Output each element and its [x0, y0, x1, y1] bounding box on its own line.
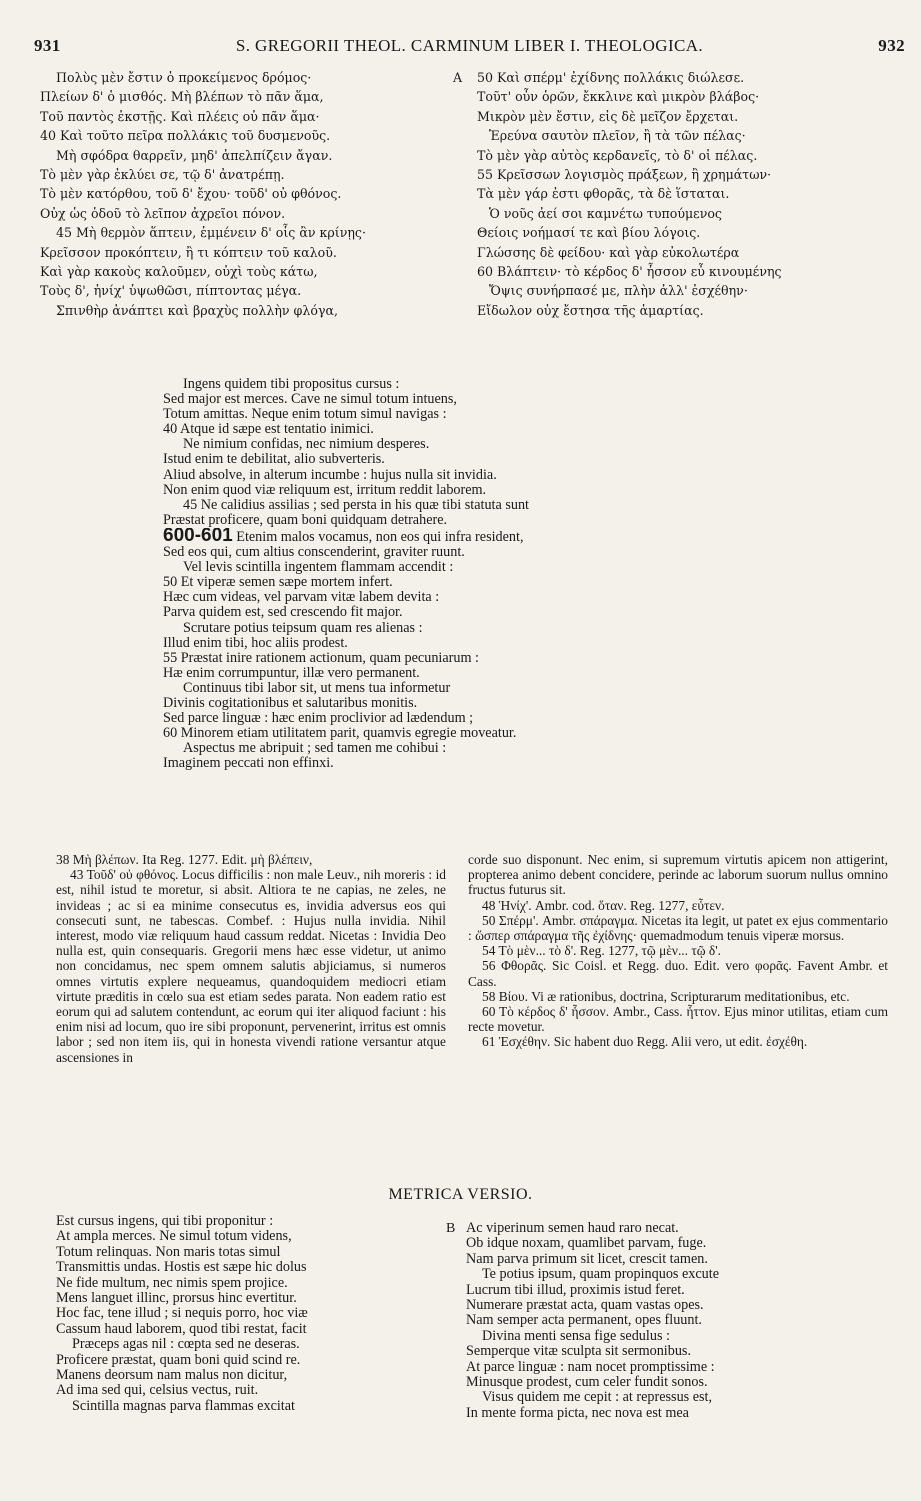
- section-marker-b: B: [446, 1221, 456, 1236]
- greek-line: 45 Μὴ θερμὸν ἅπτειν, ἐμμένειν δ' οἷς ἂν κρίνῃς·: [56, 225, 366, 241]
- footnote: 43 Τοῦδ' οὐ φθόνος. Locus difficilis : non male Leuv., nih moreris : id est, nihil istud te moretur, si absit. Altiora te ne capias, ne zeles, ne invideas ; ac si ea minime consecutus es, invidia adversus eos qui consecuti sunt, ne tabescas. Combef. : Hujus nulla invidia. Nihil interest, modo viæ reliquum haud cassum reddat. Nicetas : Invidia Deo nulla est, quin consequaris. Gregorii mens hæc esse videtur, ut animo non concidamus, nec spem omnem salutis abjiciamus, si numeros omnes virtutis explere nequeamus, quandoquidem mediocri etiam virtute præditis in cœlo sua est etiam sedes parata. Non eadem ratio est eorum qui ad salutem contendunt, ac eorum qui iter aliquod faciunt : his enim nisi ad locum, quo ire sibi proponunt, pervenerint, irritus est omnis labor ; sed non item iis, qui in honesta vivendi ratione versantur atque ascensiones in: [56, 867, 446, 1065]
- verse-line: Ne fide multum, nec nimis spem projice.: [56, 1275, 288, 1291]
- latin-line: Totum amittas. Neque enim totum simul navigas :: [163, 407, 447, 423]
- verse-line: Cassum haud laborem, quod tibi restat, facit: [56, 1321, 307, 1337]
- verse-line: Nam semper acta permanent, opes fluunt.: [466, 1313, 702, 1329]
- greek-line: Ὁ νοῦς ἀεί σοι καμνέτω τυπούμενος: [489, 205, 722, 221]
- latin-line: Aspectus me abripuit ; sed tamen me cohibui :: [183, 741, 447, 757]
- latin-line: Præstat proficere, quam boni quidquam detrahere.: [163, 512, 448, 528]
- latin-line: 50 Et viperæ semen sæpe mortem infert.: [163, 575, 393, 591]
- greek-line: Οὐχ ὡς ὁδοῦ τὸ λεῖπον ἀχρεῖοι πόνον.: [40, 205, 286, 221]
- latin-line: Vel levis scintilla ingentem flammam accendit :: [183, 560, 454, 576]
- latin-line: Non enim quod viæ reliquum est, irritum reddit laborem.: [163, 482, 487, 498]
- latin-line: Illud enim tibi, hoc aliis prodest.: [163, 635, 348, 651]
- verse-line: Divina menti sensa fige sedulus :: [482, 1328, 670, 1344]
- latin-line: Divinis cogitationibus et salutaribus monitis.: [163, 695, 418, 711]
- column-mark: 600-601: [163, 527, 233, 546]
- verse-line: Transmittis undas. Hostis est sæpe hic dolus: [56, 1260, 307, 1276]
- greek-line: Τὰ μὲν γάρ ἐστι φθορᾶς, τὰ δὲ ἵσταται.: [477, 186, 730, 202]
- greek-line: Μικρὸν μὲν ἔστιν, εἰς δὲ μεῖζον ἔρχεται.: [477, 108, 739, 124]
- latin-line: 60 Minorem etiam utilitatem parit, quamvis egregie moveatur.: [163, 726, 517, 742]
- verse-line: At ampla merces. Ne simul totum videns,: [56, 1229, 292, 1245]
- verse-line: Ad ima sed qui, celsius vectus, ruit.: [56, 1383, 259, 1399]
- verse-line: Ob idque noxam, quamlibet parvam, fuge.: [466, 1236, 707, 1252]
- latin-line: 40 Atque id sæpe est tentatio inimici.: [163, 422, 374, 438]
- greek-line: 50 Καὶ σπέρμ' ἐχίδνης πολλάκις διώλεσε.: [477, 70, 745, 85]
- greek-line: Εἴδωλον οὐχ ἔστησα τῆς ἁμαρτίας.: [477, 302, 704, 318]
- greek-line: Μὴ σφόδρα θαρρεῖν, μηδ' ἀπελπίζειν ἄγαν.: [56, 147, 333, 163]
- latin-line-text: Etenim malos vocamus, non eos qui infra resident,: [236, 528, 524, 545]
- verse-line: Visus quidem me cepit : at repressus est,: [482, 1390, 713, 1406]
- greek-line: 60 Βλάπτειν· τὸ κέρδος δ' ἧσσον εὖ κινουμένης: [477, 264, 782, 280]
- verse-line: Scintilla magnas parva flammas excitat: [72, 1398, 295, 1414]
- latin-line: Sed eos qui, cum altius conscenderint, graviter ruunt.: [163, 545, 465, 561]
- latin-line: Parva quidem est, sed crescendo fit major.: [163, 605, 403, 621]
- greek-line: Τοῦτ' οὖν ὁρῶν, ἔκκλινε καὶ μικρὸν βλάβος·: [477, 89, 760, 105]
- latin-line: Aliud absolve, in alterum incumbe : hujus nulla sit invidia.: [163, 467, 497, 483]
- section-heading: METRICA VERSIO.: [388, 1186, 533, 1203]
- verse-line: Nam parva primum sit licet, crescit tamen.: [466, 1251, 708, 1267]
- verse-line: At parce linguæ : nam nocet promptissime :: [466, 1359, 715, 1375]
- verse-line: Proficere præstat, quam boni quid scind re.: [56, 1352, 301, 1368]
- verse-line: Ac viperinum semen haud raro necat.: [466, 1221, 679, 1236]
- verse-line: Est cursus ingens, qui tibi proponitur :: [56, 1214, 274, 1229]
- footnote: 58 Βίου. Vi æ rationibus, doctrina, Scripturarum meditationibus, etc.: [482, 988, 850, 1004]
- footnotes-left-column: [56, 852, 446, 1065]
- page-number-right: 932: [878, 36, 905, 55]
- greek-line: 55 Κρεῖσσων λογισμὸς πράξεων, ἢ χρημάτων·: [477, 167, 772, 183]
- footnote: corde suo disponunt. Nec enim, si supremum virtutis apicem non attigerint, propterea animo debent concidere, perinde ac laborum suorum nullus omnino fructus futurus sit.: [468, 852, 888, 898]
- verse-line: Lucrum tibi illud, proximis istud feret.: [466, 1282, 685, 1298]
- verse-line: Totum relinquas. Non maris totas simul: [56, 1244, 281, 1260]
- latin-line: Hæ enim corrumpuntur, illæ vero permanent.: [163, 665, 420, 681]
- footnote: 61 Ἐσχέθην. Sic habent duo Regg. Alii vero, ut edit. ἐσχέθη.: [482, 1034, 808, 1050]
- footnotes-right-column: [468, 852, 888, 1050]
- greek-text-right-column: [455, 68, 905, 320]
- verse-line: Minusque prodest, cum celer fundit sonos.: [466, 1375, 708, 1391]
- verse-line: Semperque vitæ sculpta sit sermonibus.: [466, 1344, 692, 1360]
- latin-line: Scrutare potius teipsum quam res alienas :: [183, 620, 423, 636]
- greek-line: Κρεῖσσον προκόπτειν, ἢ τι κόπτειν τοῦ καλοῦ.: [40, 244, 337, 260]
- metrical-version-right-column: [466, 1221, 896, 1421]
- greek-line: Τὸ μὲν κατόρθου, τοῦ δ' ἔχου· τοῦδ' οὐ φθόνος.: [40, 186, 342, 202]
- footnote: 48 Ἡνίχ'. Ambr. cod. ὅταν. Reg. 1277, εὖτεν.: [482, 897, 725, 913]
- latin-line: Sed parce linguæ : hæc enim proclivior ad lædendum ;: [163, 711, 474, 727]
- footnote: 38 Μὴ βλέπων. Ita Reg. 1277. Edit. μὴ βλέπειν,: [56, 852, 313, 867]
- page-header: [34, 36, 905, 60]
- latin-line: Istud enim te debilitat, alio subverteris.: [163, 452, 385, 468]
- verse-line: Te potius ipsum, quam propinquos excute: [482, 1267, 720, 1283]
- greek-line: Τοῦ παντὸς ἐκστῇς. Καὶ πλέεις οὐ πᾶν ἅμα·: [40, 108, 320, 124]
- footnote: 60 Τὸ κέρδος δ' ἧσσον. Ambr., Cass. ἧττον. Ejus minor utilitas, etiam cum recte movetur.: [468, 1004, 888, 1035]
- greek-text-left-column: [40, 68, 440, 320]
- latin-line: 55 Præstat inire rationem actionum, quam pecuniarum :: [163, 650, 479, 666]
- greek-line: Πολὺς μὲν ἔστιν ὁ προκείμενος δρόμος·: [56, 70, 312, 85]
- latin-line-with-column-mark: [163, 528, 723, 545]
- latin-translation: [163, 377, 723, 771]
- greek-line: Σπινθὴρ ἀνάπτει καὶ βραχὺς πολλὴν φλόγα,: [56, 302, 338, 318]
- footnote: 50 Σπέρμ'. Ambr. σπάραγμα. Nicetas ita legit, ut patet ex ejus commentario : ὥσπερ σπάραγμα τῆς ἐχίδνης· quemadmodum tenuis viperæ morsus.: [468, 912, 888, 944]
- greek-line: Πλείων δ' ὁ μισθός. Μὴ βλέπων τὸ πᾶν ἅμα,: [40, 89, 324, 105]
- greek-line: Τὸ μὲν γὰρ ἐκλύει σε, τῷ δ' ἀνατρέπῃ.: [40, 167, 285, 183]
- page-number-left: 931: [34, 36, 61, 55]
- latin-line: Imaginem peccati non effinxi.: [163, 756, 334, 772]
- greek-line: 40 Καὶ τοῦτο πεῖρα πολλάκις τοῦ δυσμενοῦς.: [40, 128, 331, 144]
- latin-line: Sed major est merces. Cave ne simul totum intuens,: [163, 392, 457, 408]
- verse-line: Hoc fac, tene illud ; si nequis porro, hoc viæ: [56, 1306, 308, 1322]
- verse-line: In mente forma picta, nec nova est mea: [466, 1405, 689, 1421]
- metrical-version-left-column: [56, 1214, 446, 1414]
- greek-line: Θείοις νοήμασί τε καὶ βίου λόγοις.: [477, 225, 701, 241]
- greek-line: Τοὺς δ', ἡνίχ' ὑψωθῶσι, πίπτοντας μέγα.: [40, 283, 302, 299]
- greek-line: Τὸ μὲν γὰρ αὐτὸς κερδανεῖς, τὸ δ' οἱ πέλας.: [477, 147, 758, 163]
- greek-line: Ὄψις συνήρπασέ με, πλὴν ἀλλ' ἐσχέθην·: [489, 283, 748, 299]
- greek-line: Καὶ γὰρ κακοὺς καλοῦμεν, οὐχὶ τοὺς κάτω,: [40, 264, 318, 280]
- verse-line: Mens languet illinc, prorsus hinc evertitur.: [56, 1291, 297, 1307]
- verse-line: Numerare præstat acta, quam vastas opes.: [466, 1298, 704, 1314]
- latin-line: Ingens quidem tibi propositus cursus :: [183, 377, 400, 392]
- latin-line: Hæc cum videas, vel parvam vitæ labem devita :: [163, 590, 440, 606]
- running-title: S. GREGORII THEOL. CARMINUM LIBER I. THEOLOGICA.: [235, 36, 704, 55]
- verse-line: Manens deorsum nam malus non dicitur,: [56, 1368, 288, 1384]
- footnote: 54 Τὸ μὲν... τὸ δ'. Reg. 1277, τῷ μὲν... τῷ δ'.: [482, 943, 721, 959]
- footnote: 56 Φθορᾶς. Sic Coisl. et Regg. duo. Edit. vero φορᾶς. Favent Ambr. et Cass.: [468, 958, 888, 989]
- latin-line: Ne nimium confidas, nec nimium desperes.: [183, 437, 430, 453]
- section-marker-a: A: [453, 70, 463, 85]
- latin-line: Continuus tibi labor sit, ut mens tua informetur: [183, 680, 451, 696]
- greek-line: Ἐρεύνα σαυτὸν πλεῖον, ἢ τὰ τῶν πέλας·: [489, 128, 746, 144]
- greek-line: Γλώσσης δὲ φείδου· καὶ γὰρ εὐκολωτέρα: [477, 244, 740, 260]
- verse-line: Præceps agas nil : cœpta sed ne deseras.: [72, 1337, 300, 1353]
- latin-line: 45 Ne calidius assilias ; sed persta in his quæ tibi statuta sunt: [183, 497, 529, 513]
